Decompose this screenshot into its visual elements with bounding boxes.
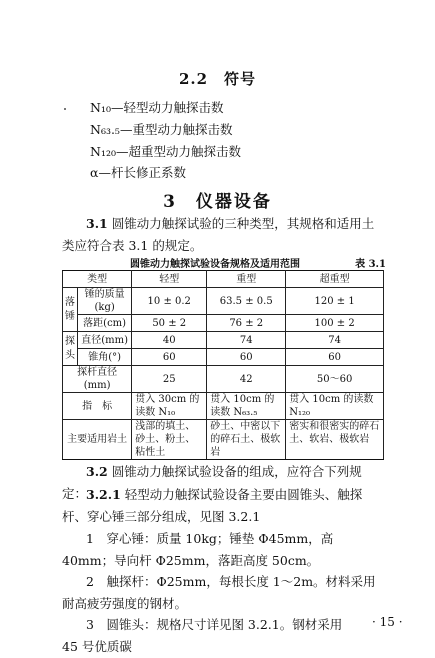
table-cell: 砂土、中密以下的碎石土、极软岩 [207,420,286,460]
table-cell: 贯入 30cm 的读数 N₁₀ [132,393,207,420]
clause-3-1 [62,213,382,257]
clause-text: 圆锥动力触探试验设备的组成，应符合下列规定： [62,464,362,501]
table-cell: 120 ± 1 [286,288,384,315]
table-row [63,420,384,460]
list-item-rod: 2 触探杆：Φ25mm，每根长度 1～2m。材料采用耐高疲劳强度的钢材。 [62,574,376,611]
row-label: 主要适用岩土 [63,420,132,460]
table-header-row [63,271,384,288]
table-cell: 25 [132,366,207,393]
table-row [63,366,384,393]
table-title: 圆锥动力触探试验设备规格及适用范围 [130,259,300,270]
list-item-hammer: 1 穿心锤：质量 10kg；锤垫 Φ45mm，高 40mm；导向杆 Φ25mm，落距高度 50cm。 [62,531,334,568]
page-number: · 15 · [372,615,403,629]
table-cell: 60 [132,349,207,366]
symbol-item: α—杆长修正系数 [90,165,186,180]
group-label-probe [63,332,78,366]
group-label-hammer [63,288,78,332]
table-row [63,288,384,315]
symbol-item: N₁₀—轻型动力触探击数 [90,100,224,115]
section-heading: 2.2 符号 [178,70,257,88]
table-cell: 50 ± 2 [132,315,207,332]
scan-speck [64,108,66,110]
clause-number: 3.1 [86,216,108,231]
table-row [63,349,384,366]
header-cell: 轻型 [132,271,207,288]
list-item-cone: 3 圆锥头：规格尺寸详见图 3.2.1。钢材采用 45 号优质碳 [62,617,343,654]
table-number: 表 3.1 [355,259,386,270]
clause-text: 圆锥动力触探试验的三种类型，其规格和适用土类应符合表 3.1 的规定。 [62,216,375,253]
table-cell: 100 ± 2 [286,315,384,332]
table-cell: 60 [207,349,286,366]
clause-3-2-1 [62,484,382,528]
clause-number: 3.2.1 [86,487,121,502]
group-char: 头 [65,349,75,361]
table-cell: 76 ± 2 [207,315,286,332]
row-label: 探杆直径(mm) [63,366,132,393]
table-row [63,332,384,349]
table-cell: 60 [286,349,384,366]
table-cell: 50～60 [286,366,384,393]
clause-number: 3.2 [86,464,108,479]
table-cell: 密实和很密实的碎石土、软岩、极软岩 [286,420,384,460]
header-cell: 重型 [207,271,286,288]
table-cell: 贯入 10cm 的读数 N₁₂₀ [286,393,384,420]
table-cell: 40 [132,332,207,349]
row-label: 直径(mm) [78,332,132,349]
row-label: 锤的质量(kg) [78,288,132,315]
chapter-heading: 3 仪器设备 [163,192,272,212]
row-label: 落距(cm) [78,315,132,332]
table-cell: 63.5 ± 0.5 [207,288,286,315]
row-label: 指 标 [63,393,132,420]
table-cell: 贯入 10cm 的读数 N₆₃.₅ [207,393,286,420]
table-cell: 10 ± 0.2 [132,288,207,315]
clause-text: 轻型动力触探试验设备主要由圆锥头、触探杆、穿心锤三部分组成，见图 3.2.1 [62,487,363,524]
table-cell: 74 [286,332,384,349]
header-cell: 超重型 [286,271,384,288]
table-row [63,393,384,420]
table-cell: 42 [207,366,286,393]
header-cell: 类型 [63,271,132,288]
row-label: 锥角(°) [78,349,132,366]
equipment-spec-table [62,270,384,460]
symbol-item: N₁₂₀—超重型动力触探击数 [90,144,241,159]
group-char: 锤 [65,310,75,322]
table-cell: 74 [207,332,286,349]
group-char: 落 [65,296,75,308]
table-row [63,315,384,332]
table-cell: 浅部的填土、砂土、粉土、粘性土 [132,420,207,460]
symbol-item: N₆₃.₅—重型动力触探击数 [90,122,233,137]
group-char: 探 [65,335,75,347]
